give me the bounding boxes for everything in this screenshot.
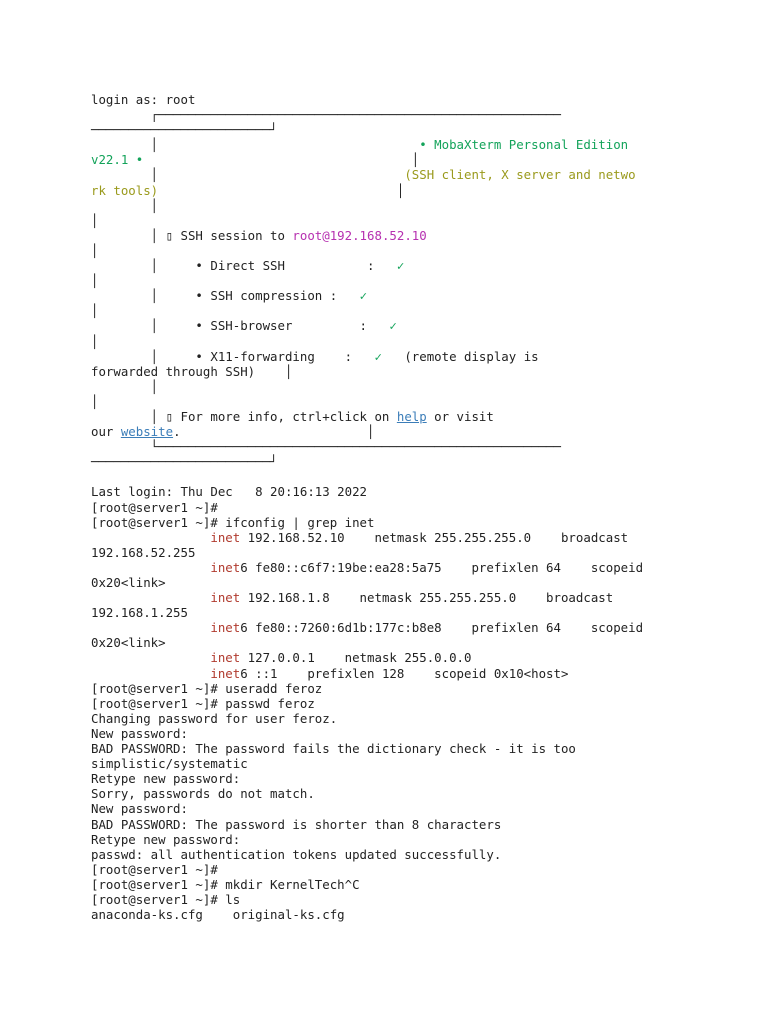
terminal-line [91,334,751,349]
terminal-text: inet [210,559,241,575]
terminal-line [91,167,751,182]
terminal-line [91,590,751,605]
banner-edition: • MobaXterm Personal Edition [419,137,629,153]
terminal-line [91,183,751,198]
terminal-text: Sorry, passwords do not match. [91,786,315,802]
banner-version: v22.1 • [91,152,144,168]
terminal-text: 192.168.1.255 [91,605,188,621]
terminal-line [91,318,751,333]
terminal-text: 127.0.0.1 netmask 255.0.0.0 [240,650,472,666]
ssh-browser-check: ✓ [389,318,397,334]
terminal-line [91,454,751,469]
terminal-text: [root@server1 ~]# mkdir KernelTech^C [91,876,360,892]
terminal-text: [root@server1 ~]# ifconfig | grep inet [91,514,375,530]
terminal-text: │ [91,242,99,258]
terminal-text: [root@server1 ~]# useradd feroz [91,680,323,696]
terminal-text: inet [210,665,241,681]
terminal-line [91,681,751,696]
terminal-line [91,228,751,243]
terminal-line [91,394,751,409]
banner-tagline: (SSH client, X server and netwo [404,167,636,183]
terminal-line [91,832,751,847]
terminal-text: [root@server1 ~]# [91,861,218,877]
terminal-text: │ [91,167,405,183]
x11-forwarding-check: ✓ [374,348,382,364]
terminal-text [91,530,210,545]
terminal-text: 6 ::1 prefixlen 128 scopeid 0x10<host> [240,665,569,681]
terminal-line [91,620,751,635]
terminal-text: New password: [91,801,188,817]
terminal-line [91,303,751,318]
terminal-line [91,198,751,213]
terminal-line [91,500,751,515]
terminal-text: │ • Direct SSH : [91,258,397,274]
terminal-line [91,484,751,499]
terminal-text [91,560,210,575]
terminal-line [91,560,751,575]
terminal-text: 6 fe80::7260:6d1b:177c:b8e8 prefixlen 64 scopeid [240,620,644,636]
terminal-line [91,122,751,137]
terminal-line [91,817,751,832]
terminal-line [91,801,751,816]
terminal-line [91,409,751,424]
terminal-text: Last login: Thu Dec 8 20:16:13 2022 [91,484,368,500]
terminal-text: │ ▯ For more info, ctrl+click on [91,408,397,424]
terminal-text: │ [91,378,159,394]
terminal-text: our [91,424,121,440]
terminal-line [91,379,751,394]
terminal-line [91,726,751,741]
terminal-text: │ • SSH compression : [91,288,360,304]
terminal-text: . │ [173,424,375,440]
terminal-line [91,515,751,530]
terminal-line [91,545,751,560]
direct-ssh-check: ✓ [396,258,405,274]
terminal-text: inet [210,529,241,545]
terminal-text: Changing password for user feroz. [91,710,338,726]
terminal-line [91,152,751,167]
terminal-line [91,273,751,288]
terminal-line [91,605,751,620]
ssh-session-host: root@192.168.52.10 [292,227,427,243]
help-link[interactable]: help [396,408,427,424]
website-link[interactable]: website [120,424,174,440]
terminal-text: passwd: all authentication tokens updated successfully. [91,846,502,862]
ssh-compression-check: ✓ [359,288,368,304]
terminal-text: │ • X11-forwarding : [91,348,375,364]
terminal-text: │ [91,197,159,213]
terminal-text: 192.168.52.10 netmask 255.255.255.0 broadcast [240,529,629,545]
terminal-text: login as: root [91,92,196,107]
terminal-text: │ [91,393,99,409]
terminal-text: BAD PASSWORD: The password fails the dictionary check - it is too [91,741,576,757]
terminal-line [91,530,751,545]
terminal-line [91,439,751,454]
terminal-line [91,424,751,439]
terminal-text: 0x20<link> [91,635,166,651]
terminal-text: │ [91,303,99,319]
terminal-text: [root@server1 ~]# [91,499,218,515]
terminal-text: inet [210,590,241,606]
ssh-session-label: │ ▯ SSH session to [91,227,293,243]
banner-tagline-cont: rk tools) [91,182,159,198]
terminal-text: │ [143,152,420,168]
terminal-text [91,650,210,665]
terminal-text: 192.168.52.255 [91,544,196,560]
terminal-text: │ [91,212,99,228]
terminal-text [91,620,210,635]
terminal-text: │ [91,137,420,153]
terminal-text: ────────────────────────┘ [91,122,278,138]
terminal-text: simplistic/systematic [91,756,248,772]
terminal-output[interactable] [91,92,751,922]
terminal-line [91,137,751,152]
terminal-text: inet [210,620,241,636]
terminal-line [91,213,751,228]
terminal-text: BAD PASSWORD: The password is shorter than 8 characters [91,816,502,832]
terminal-line [91,635,751,650]
terminal-text: ┌────────────────────────────────────────────────────── [91,107,561,123]
terminal-line [91,786,751,801]
terminal-text [91,666,210,681]
terminal-text: Retype new password: [91,831,241,847]
terminal-line [91,666,751,681]
terminal-text: anaconda-ks.cfg original-ks.cfg [91,907,345,923]
terminal-text [91,590,210,605]
terminal-text: Retype new password: [91,771,241,787]
terminal-text: [root@server1 ~]# passwd feroz [91,695,315,711]
terminal-text: (remote display is [381,348,539,364]
terminal-line [91,711,751,726]
terminal-line [91,364,751,379]
terminal-line [91,349,751,364]
terminal-text: New password: [91,725,188,741]
terminal-text: └────────────────────────────────────────────────────── [91,439,561,455]
terminal-line [91,107,751,122]
terminal-text: 192.168.1.8 netmask 255.255.255.0 broadcast [240,590,614,606]
terminal-line [91,771,751,786]
terminal-line [91,575,751,590]
terminal-line [91,756,751,771]
terminal-text: │ • SSH-browser : [91,318,390,334]
terminal-text: forwarded through SSH) │ [91,363,293,379]
terminal-line [91,288,751,303]
terminal-line [91,92,751,107]
terminal-line [91,696,751,711]
terminal-text: │ [91,273,99,289]
terminal-line [91,847,751,862]
terminal-text: ────────────────────────┘ [91,454,278,470]
terminal-line [91,877,751,892]
terminal-text: │ [91,333,99,349]
terminal-text: [root@server1 ~]# ls [91,891,241,907]
terminal-line [91,892,751,907]
terminal-line [91,741,751,756]
terminal-line [91,650,751,665]
terminal-text: │ [158,182,405,198]
terminal-text: or visit [426,408,494,424]
terminal-text: inet [210,650,241,666]
terminal-line [91,258,751,273]
terminal-text: 6 fe80::c6f7:19be:ea28:5a75 prefixlen 64 scopeid [240,559,644,575]
terminal-line [91,862,751,877]
terminal-line [91,243,751,258]
terminal-line [91,469,751,484]
terminal-line [91,907,751,922]
terminal-text: 0x20<link> [91,575,166,590]
